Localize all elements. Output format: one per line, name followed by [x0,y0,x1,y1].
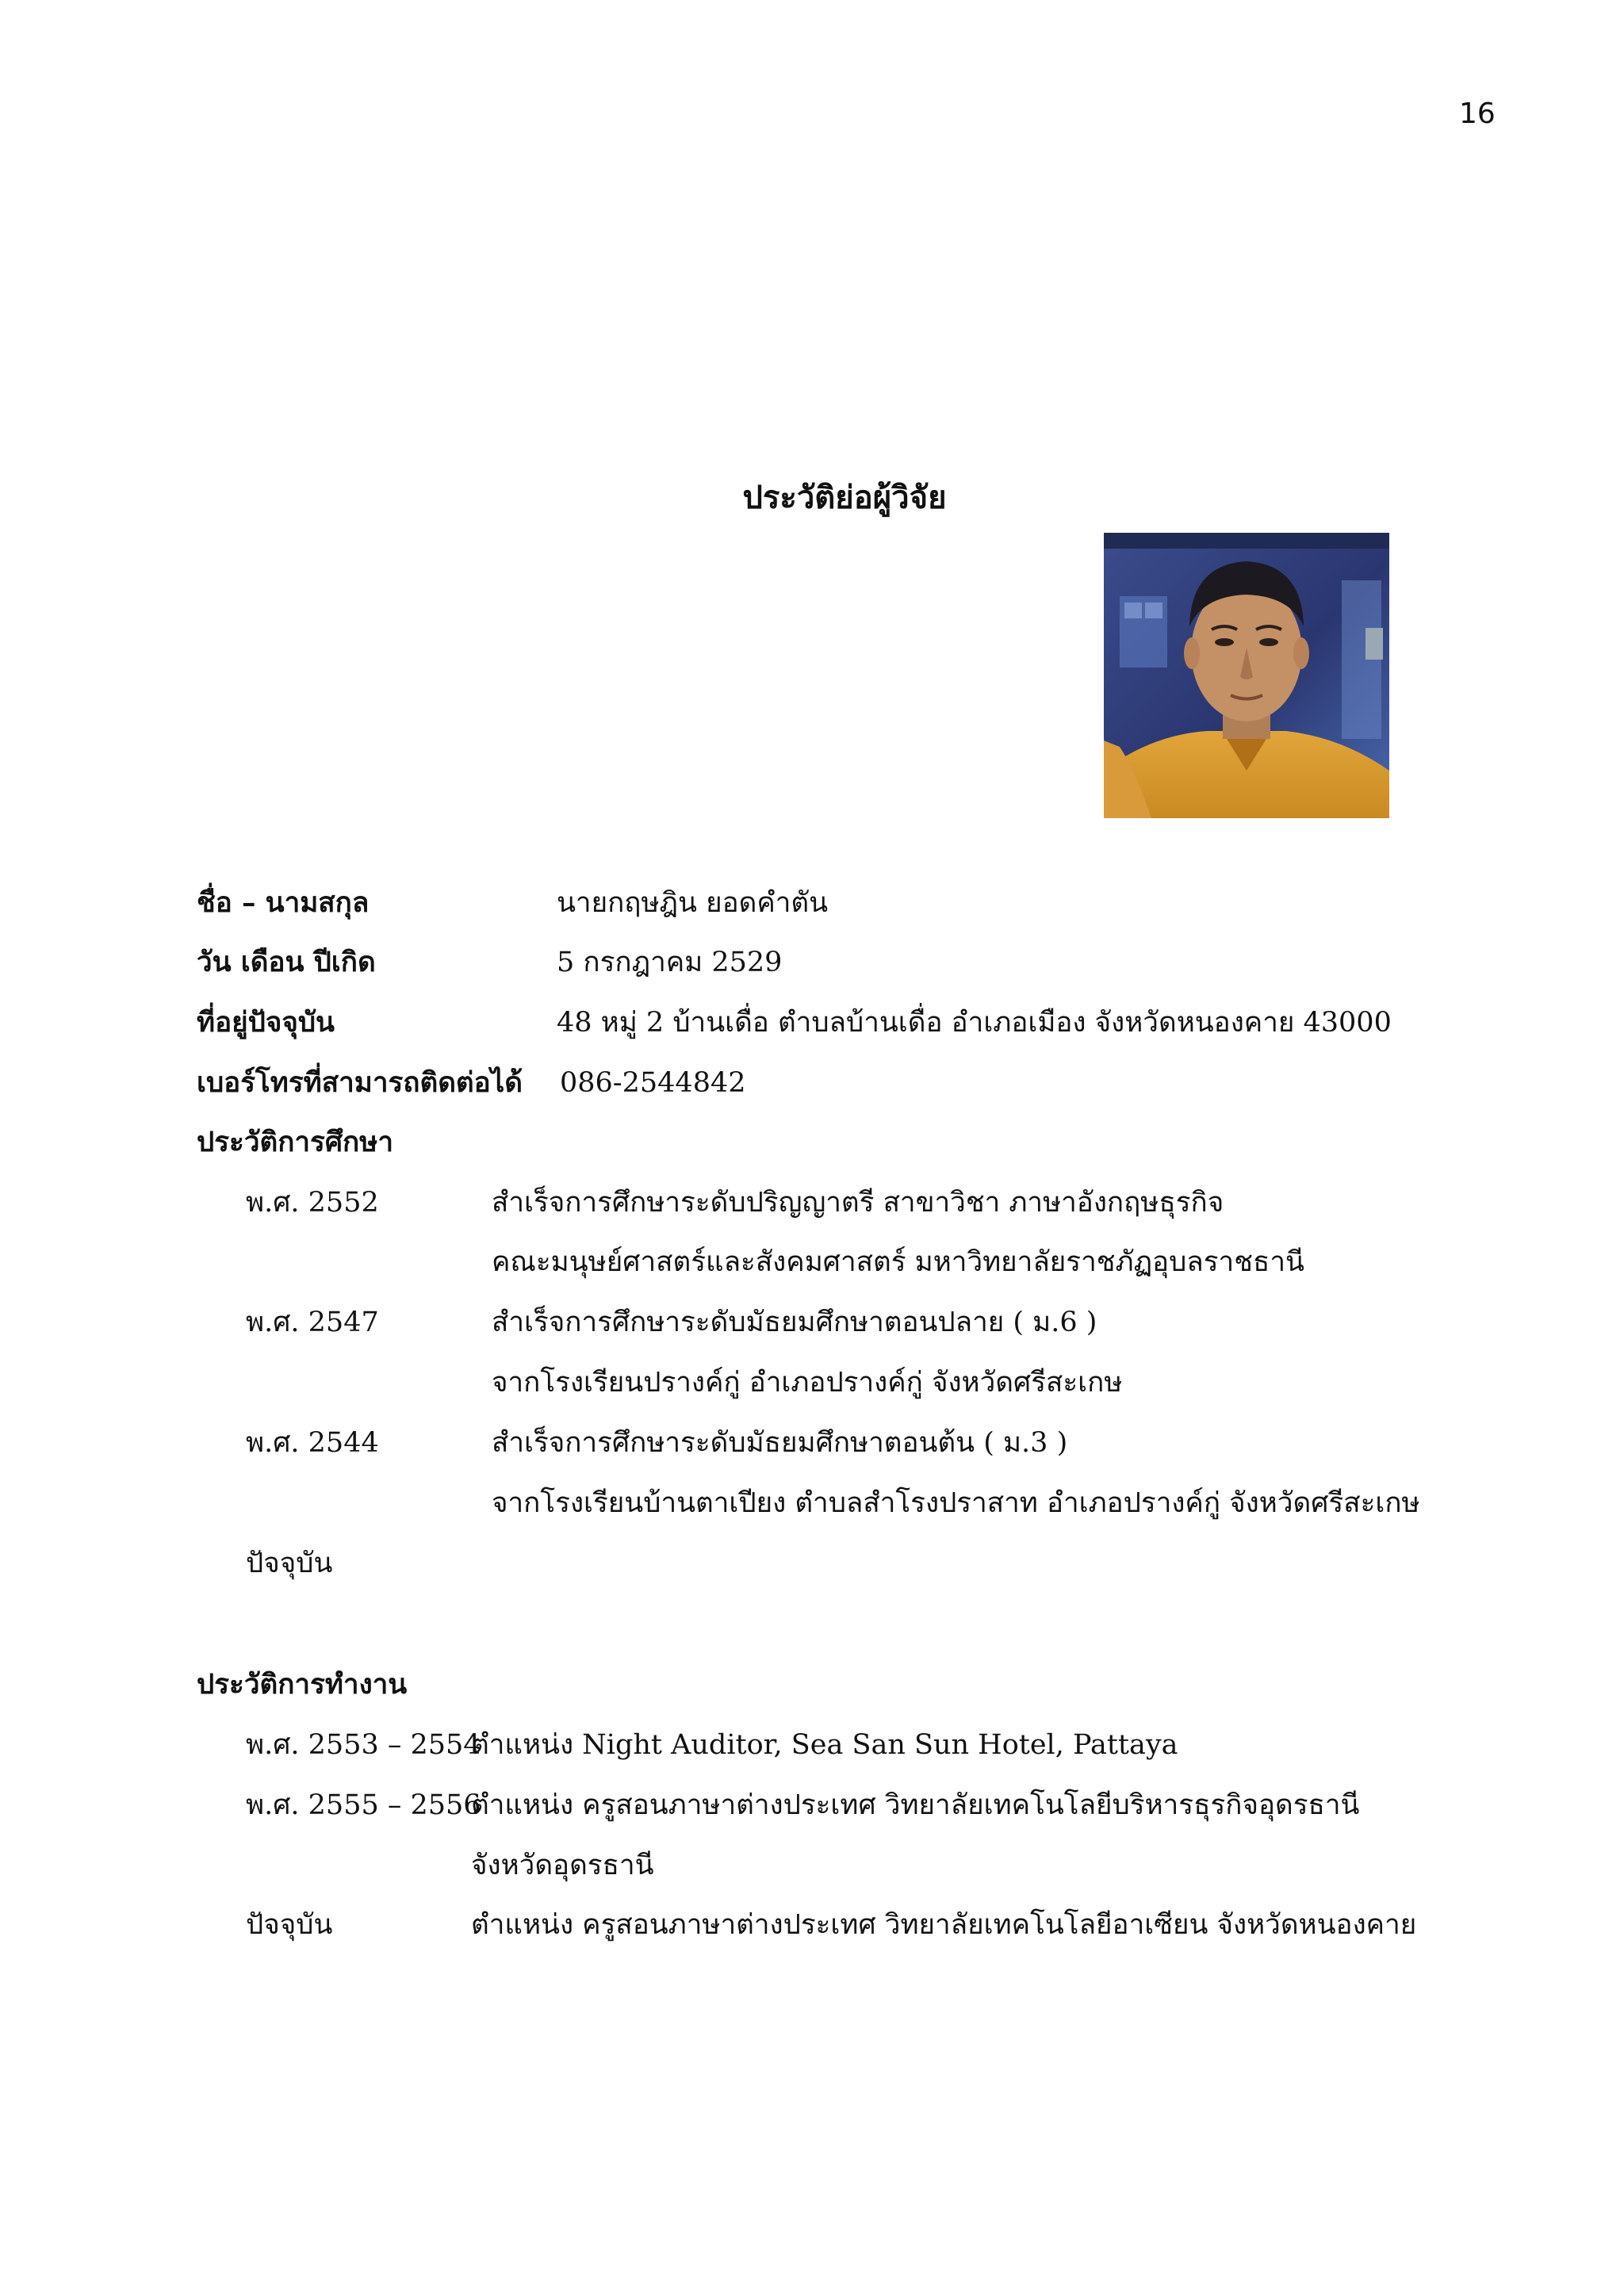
education-detail: คณะมนุษย์ศาสตร์และสังคมศาสตร์ มหาวิทยาลัยราชภัฏอุบลราชธานี [492,1246,1304,1278]
work-detail: ตำแหน่ง ครูสอนภาษาต่างประเทศ วิทยาลัยเทคโนโลยีอาเซียน จังหวัดหนองคาย [471,1909,1417,1941]
page-number: 16 [1459,98,1496,130]
work-year: พ.ศ. 2553 – 2554 [246,1729,481,1761]
address-label: ที่อยู่ปัจจุบัน [197,1006,335,1039]
education-current-label: ปัจจุบัน [246,1548,333,1579]
work-year: ปัจจุบัน [246,1909,333,1941]
education-detail: จากโรงเรียนบ้านตาเปียง ตำบลสำโรงปราสาท อำเภอปรางค์กู่ จังหวัดศรีสะเกษ [492,1487,1420,1519]
education-detail: จากโรงเรียนปรางค์กู่ อำเภอปรางค์กู่ จังหวัดศรีสะเกษ [492,1367,1123,1399]
education-detail: สำเร็จการศึกษาระดับมัธยมศึกษาตอนต้น ( ม.3 ) [492,1427,1068,1459]
page-title: ประวัติย่อผู้วิจัย [742,479,947,516]
education-detail: สำเร็จการศึกษาระดับปริญญาตรี สาขาวิชา ภาษาอังกฤษธุรกิจ [492,1187,1224,1219]
work-detail: ตำแหน่ง ครูสอนภาษาต่างประเทศ วิทยาลัยเทคโนโลยีบริหารธุรกิจอุดรธานี [471,1789,1360,1821]
education-year: พ.ศ. 2547 [246,1307,379,1338]
work-detail: ตำแหน่ง Night Auditor, Sea San Sun Hotel, Pattaya [471,1729,1178,1761]
education-year: พ.ศ. 2552 [246,1187,379,1219]
work-year: พ.ศ. 2555 – 2556 [246,1789,481,1821]
education-detail: สำเร็จการศึกษาระดับมัธยมศึกษาตอนปลาย ( ม.6 ) [492,1307,1097,1338]
work-detail: จังหวัดอุดรธานี [471,1850,654,1881]
name-value: นายกฤษฎิน ยอดคำตัน [557,887,829,919]
address-value: 48 หมู่ 2 บ้านเดื่อ ตำบลบ้านเดื่อ อำเภอเมือง จังหวัดหนองคาย 43000 [557,1007,1392,1039]
birth-date-value: 5 กรกฎาคม 2529 [557,947,783,978]
name-label: ชื่อ – นามสกุล [197,886,370,919]
work-heading: ประวัติการทำงาน [197,1668,408,1701]
education-year: พ.ศ. 2544 [246,1427,379,1459]
portrait-photo [1104,533,1389,818]
phone-value: 086-2544842 [560,1067,746,1099]
phone-label: เบอร์โทรที่สามารถติดต่อได้ [197,1066,523,1099]
birth-date-label: วัน เดือน ปีเกิด [197,946,376,978]
education-heading: ประวัติการศึกษา [197,1126,393,1158]
